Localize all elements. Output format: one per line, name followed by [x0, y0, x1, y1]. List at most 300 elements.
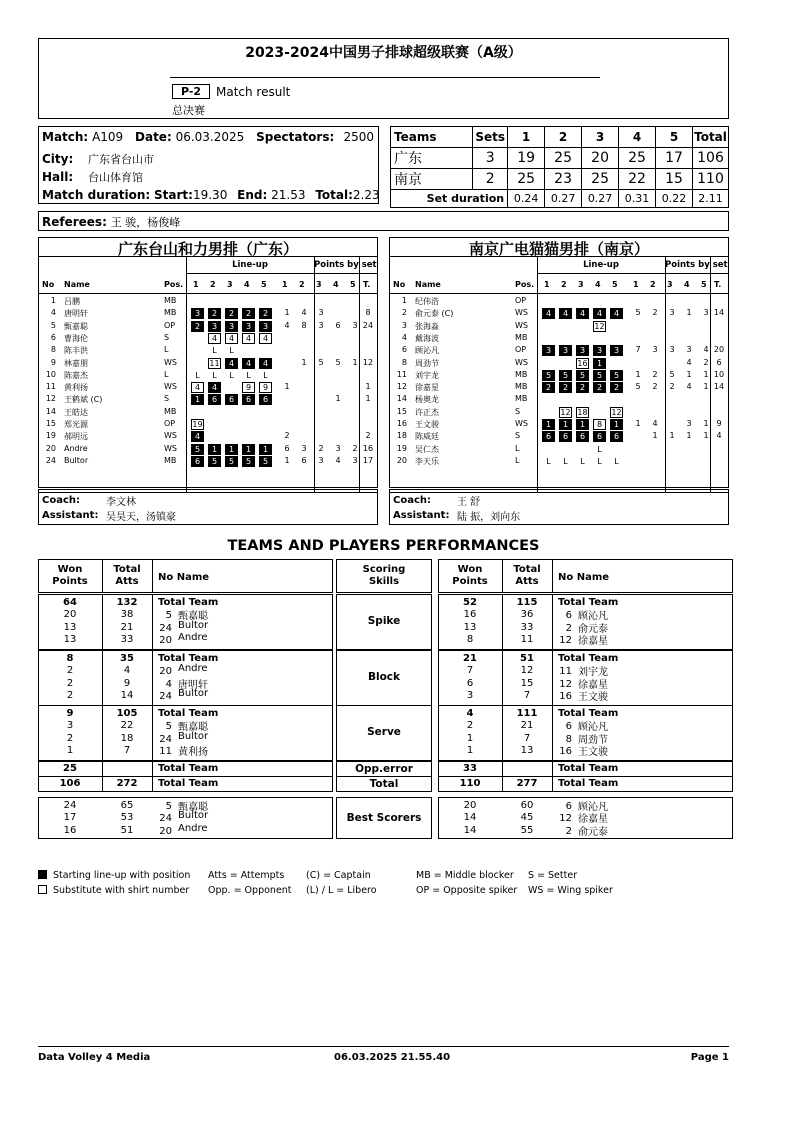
player-name: Andre	[178, 663, 208, 675]
roster-col-divider	[186, 256, 187, 492]
points-cell: 3	[335, 443, 341, 453]
points-cell: 4	[301, 308, 307, 318]
player-position: L	[515, 455, 520, 465]
total-team-label: Total Team	[558, 708, 619, 719]
lineup-cell: 3	[242, 321, 255, 332]
total-atts: 33	[120, 633, 134, 645]
lineup-cell: L	[546, 456, 551, 466]
lineup-label: Line-up	[583, 260, 619, 270]
col-header-lineup-set: 3	[227, 280, 233, 289]
player-name: 陈嘉杰	[64, 370, 88, 380]
total-atts: 33	[520, 621, 534, 633]
perf-col-divider	[552, 761, 553, 777]
col-header-points-set: 2	[650, 280, 656, 289]
total-team-label: Total Team	[158, 708, 219, 719]
referees-names: 王 骏，杨俊峰	[110, 216, 181, 229]
lineup-cell: 12	[560, 407, 571, 417]
score-set3: 25	[582, 169, 619, 190]
lineup-cell: 4	[242, 333, 255, 344]
legend-opp: Opp. = Opponent	[208, 885, 292, 896]
legend-captain: (C) = Captain	[306, 870, 371, 881]
total-atts: 277	[516, 778, 538, 789]
score-set4: 22	[619, 169, 656, 190]
player-position: MB	[164, 308, 177, 318]
legend-substitute-text: Substitute with shirt number	[53, 885, 190, 896]
points-cell: 3	[352, 320, 358, 330]
lineup-cell: 2	[542, 382, 555, 393]
col-header-points-set: 5	[350, 280, 356, 289]
points-cell: 4	[686, 382, 692, 392]
won-points: 3	[466, 689, 474, 701]
total-atts: 60	[520, 800, 534, 811]
col-header-lineup-set: 5	[612, 280, 618, 289]
player-total: 20	[713, 345, 725, 355]
player-position: WS	[515, 357, 528, 367]
player-name: 杨奥龙	[415, 395, 439, 405]
lineup-cell: 2	[610, 382, 623, 393]
player-name: 郑光源	[64, 420, 88, 429]
lineup-cell: 4	[208, 333, 221, 344]
lineup-cell: 3	[593, 345, 606, 356]
player-name: 纪伟浩	[415, 297, 439, 306]
lineup-cell: 3	[259, 321, 272, 332]
assistant-names: 吴昊天，汤镇豪	[106, 512, 176, 523]
player-total: 6	[716, 357, 722, 367]
player-name: Andre	[64, 443, 88, 453]
score-header-set4: 4	[619, 127, 656, 148]
match-label: Match:	[42, 130, 89, 144]
player-position: MB	[515, 369, 528, 379]
player-position: OP	[164, 419, 176, 428]
total-row-label: Total	[369, 778, 399, 790]
match-info	[42, 130, 334, 144]
score-set1: 19	[508, 148, 545, 169]
points-cell: 2	[703, 357, 709, 367]
start-value: 19.30	[192, 188, 228, 202]
col-header-points-set: 1	[282, 280, 288, 289]
points-cell: 8	[301, 320, 307, 330]
lineup-cell: 2	[225, 308, 238, 319]
duration-row	[42, 188, 380, 202]
won-points: 13	[63, 633, 77, 645]
player-position: MB	[515, 382, 528, 392]
score-header-sets: Sets	[473, 127, 508, 148]
total-atts: 132	[116, 597, 138, 608]
opp-error-row-label: Opp.error	[355, 763, 413, 775]
lineup-cell: 4	[191, 382, 204, 393]
player-name: 张海淼	[415, 321, 439, 331]
lineup-cell: 1	[610, 419, 623, 430]
total-atts: 38	[120, 609, 134, 621]
won-points: 4	[466, 708, 474, 719]
legend-starting-text: Starting line-up with position	[53, 870, 191, 881]
points-cell: 1	[335, 394, 341, 404]
roster-col-divider	[314, 256, 315, 492]
lineup-cell: 4	[542, 308, 555, 319]
points-cell: 1	[686, 369, 692, 379]
score-set3: 20	[582, 148, 619, 169]
won-points: 2	[66, 665, 74, 677]
col-header-pos: Pos.	[164, 280, 184, 289]
lineup-cell: 1	[191, 394, 204, 405]
start-label: Start:	[154, 188, 193, 202]
lineup-cell: 6	[610, 431, 623, 442]
lineup-cell: 2	[576, 382, 589, 393]
end-value: 21.53	[271, 188, 306, 202]
total-atts: 272	[116, 778, 138, 789]
player-name: 顾沁凡	[415, 346, 439, 356]
col-header-lineup-set: 2	[561, 280, 567, 289]
score-header-set5: 5	[656, 127, 693, 148]
player-name: 徐嘉星	[415, 383, 439, 393]
col-header-points-set: 1	[633, 280, 639, 289]
legend-ws: WS = Wing spiker	[528, 885, 613, 896]
won-points: 16	[463, 609, 477, 621]
points-cell: 5	[318, 357, 324, 367]
col-header-name: Name	[64, 280, 90, 289]
total-atts: 53	[120, 812, 134, 824]
points-cell: 1	[635, 419, 641, 428]
total-team-label: Total Team	[558, 653, 619, 664]
lineup-cell: 5	[242, 456, 255, 467]
skill-name: Block	[367, 671, 401, 683]
points-cell: 1	[703, 419, 709, 428]
roster-divider	[38, 293, 378, 294]
player-shirt-number: 20	[159, 825, 172, 837]
player-number: 8	[401, 357, 407, 367]
total-atts: 7	[123, 744, 131, 756]
lineup-cell: 1	[242, 444, 255, 455]
player-name: 顾沁凡	[578, 611, 608, 623]
player-position: WS	[164, 431, 177, 441]
player-name: Bultor	[178, 810, 209, 822]
lineup-cell: 3	[576, 345, 589, 356]
points-cell: 2	[318, 443, 324, 453]
perf-col-divider	[552, 559, 553, 593]
score-header-teams: Teams	[391, 127, 473, 148]
total-atts: 7	[523, 732, 531, 744]
lineup-cell: 4	[576, 308, 589, 319]
perf-col-divider	[152, 559, 153, 593]
roster-divider	[537, 273, 729, 274]
lineup-cell: 2	[593, 382, 606, 393]
lineup-cell: 2	[259, 308, 272, 319]
lineup-cell: L	[229, 370, 234, 380]
points-cell: 4	[284, 320, 290, 330]
col-header-lineup-set: 1	[544, 280, 550, 289]
total-team-label: Total Team	[158, 653, 219, 664]
player-number: 8	[50, 345, 56, 355]
perf-col-divider	[152, 761, 153, 777]
footer-center: 06.03.2025 21.55.40	[334, 1052, 451, 1063]
points-cell: 3	[318, 308, 324, 318]
filled-square-icon	[38, 870, 47, 879]
team-name: 南京广电猫猫男排（南京）	[468, 240, 649, 258]
points-label: Points by set	[314, 260, 377, 270]
player-shirt-number: 2	[565, 622, 572, 634]
player-number: 15	[45, 419, 56, 428]
player-number: 4	[50, 308, 56, 318]
won-points: 16	[63, 824, 77, 836]
lineup-cell: 6	[576, 431, 589, 442]
lineup-cell: 2	[559, 382, 572, 393]
won-points: 20	[63, 609, 77, 621]
player-position: WS	[515, 320, 528, 330]
player-total: 1	[365, 394, 371, 404]
lineup-cell: 6	[225, 394, 238, 405]
total-atts: 18	[120, 732, 134, 744]
player-total: 16	[362, 443, 374, 453]
points-cell: 3	[318, 320, 324, 330]
player-shirt-number: 12	[559, 634, 572, 646]
score-header-total: Total	[693, 127, 729, 148]
player-number: 11	[396, 369, 407, 379]
player-name: 陈丰洪	[64, 346, 88, 356]
total-atts: 7	[523, 689, 531, 701]
player-name: Bultor	[178, 730, 209, 742]
won-points: 1	[466, 732, 474, 744]
lineup-cell: 6	[259, 394, 272, 405]
score-total: 110	[693, 169, 729, 190]
player-shirt-number: 4	[165, 678, 172, 690]
total-team-label: Total Team	[558, 763, 619, 774]
legend-s: S = Setter	[528, 870, 578, 881]
total-atts: 51	[520, 653, 534, 664]
points-cell: 4	[703, 345, 709, 355]
spectators-label: Spectators:	[256, 130, 335, 144]
player-position: WS	[164, 357, 177, 367]
points-cell: 1	[686, 431, 692, 441]
points-cell: 3	[703, 308, 709, 318]
won-points: 14	[463, 812, 477, 824]
col-header-points-set: 3	[316, 280, 322, 289]
player-name: 林嘉朋	[64, 358, 88, 368]
lineup-cell: 6	[242, 394, 255, 405]
lineup-cell: 8	[593, 419, 606, 430]
col-header-name: Name	[415, 280, 441, 289]
total-atts: 36	[520, 609, 534, 621]
lineup-cell: 2	[208, 308, 221, 319]
player-total: 4	[716, 431, 722, 441]
total-team-label: Total Team	[558, 597, 619, 608]
lineup-cell: 5	[576, 370, 589, 381]
won-points: 24	[63, 800, 77, 811]
score-set2: 25	[545, 148, 582, 169]
points-cell: 3	[652, 345, 658, 355]
points-cell: 3	[318, 455, 324, 465]
player-shirt-number: 20	[159, 666, 172, 678]
page-title: 2023-2024中国男子排球超级联赛（A级）	[245, 45, 522, 61]
player-name: 俞元泰	[578, 826, 608, 838]
total-atts: 111	[516, 708, 538, 719]
points-cell: 2	[652, 308, 658, 318]
points-label: Points by set	[665, 260, 728, 270]
footer-divider	[38, 1046, 729, 1047]
player-name: 徐嘉星	[578, 635, 608, 647]
player-name: 郝明远	[64, 432, 88, 442]
player-number: 5	[50, 320, 56, 330]
won-points: 3	[66, 720, 74, 732]
total-atts: 115	[516, 597, 538, 608]
points-cell: 1	[284, 455, 290, 465]
total-atts: 12	[520, 665, 534, 677]
won-points: 9	[66, 708, 74, 719]
player-number: 24	[45, 455, 56, 465]
player-name: 吴仁杰	[415, 444, 439, 454]
match-date: 06.03.2025	[175, 130, 245, 144]
player-position: OP	[515, 296, 527, 305]
total-label: Total:	[315, 188, 353, 202]
col-header-lineup-set: 4	[595, 280, 601, 289]
lineup-label: Line-up	[232, 260, 268, 270]
points-cell: 2	[352, 443, 358, 453]
player-position: L	[164, 345, 169, 355]
player-name: 甄嘉聪	[178, 611, 208, 623]
player-name: 许正杰	[415, 407, 439, 417]
perf-col-divider	[152, 650, 153, 705]
lineup-cell: 4	[225, 358, 238, 369]
lineup-cell: L	[195, 370, 200, 380]
player-total: 17	[362, 455, 374, 465]
player-position: S	[515, 431, 521, 441]
points-cell: 1	[686, 308, 692, 318]
player-position: L	[515, 443, 520, 453]
col-header-total: T.	[714, 280, 722, 289]
total-atts: 21	[520, 720, 534, 732]
player-name: Bultor	[178, 687, 209, 699]
player-name: 李天乐	[415, 456, 439, 466]
col-header-total: T.	[363, 280, 371, 289]
legend-substitute	[38, 885, 189, 896]
player-name: 戴海波	[415, 333, 439, 343]
lineup-cell: 12	[611, 407, 622, 417]
player-position: S	[164, 332, 170, 342]
score-set2: 23	[545, 169, 582, 190]
col-header-pos: Pos.	[515, 280, 535, 289]
player-number: 6	[50, 332, 56, 342]
lineup-cell: 5	[191, 444, 204, 455]
perf-col-divider	[102, 761, 103, 777]
player-name: 吕鹏	[64, 297, 80, 306]
footer-left: Data Volley 4 Media	[38, 1052, 151, 1063]
doc-code: P-2	[172, 84, 210, 99]
won-points: 1	[66, 744, 74, 756]
team-name: 广东台山和力男排（广东）	[117, 240, 298, 258]
points-cell: 2	[669, 382, 675, 392]
lineup-cell: L	[580, 456, 585, 466]
legend-mb: MB = Middle blocker	[416, 870, 514, 881]
legend-atts: Atts = Attempts	[208, 870, 285, 881]
spectators-value: 2500	[343, 130, 374, 144]
player-number: 14	[45, 406, 56, 416]
player-number: 18	[396, 431, 407, 441]
lineup-cell: 4	[225, 333, 238, 344]
city-value: 广东省台山市	[88, 153, 154, 166]
player-name: Bultor	[64, 455, 89, 465]
assistant-label: Assistant:	[393, 510, 450, 521]
header-total-atts: Total Atts	[513, 564, 541, 587]
won-points: 110	[459, 778, 481, 789]
points-cell: 6	[335, 320, 341, 330]
lineup-cell: 6	[593, 431, 606, 442]
player-name: Andre	[178, 822, 208, 834]
won-points: 17	[63, 812, 77, 824]
points-cell: 5	[635, 382, 641, 392]
points-cell: 3	[686, 345, 692, 355]
player-name: 顾沁凡	[578, 722, 608, 734]
player-shirt-number: 16	[559, 690, 572, 702]
won-points: 13	[463, 621, 477, 633]
lineup-cell: 6	[191, 456, 204, 467]
points-cell: 1	[284, 382, 290, 392]
player-shirt-number: 24	[159, 622, 172, 634]
coach-name: 王 舒	[457, 497, 481, 508]
skill-name: Spike	[367, 615, 401, 627]
won-points: 1	[466, 744, 474, 756]
score-sets: 2	[473, 169, 508, 190]
won-points: 21	[463, 653, 477, 664]
empty-square-icon	[38, 885, 47, 894]
lineup-cell: 1	[559, 419, 572, 430]
lineup-cell: 2	[191, 321, 204, 332]
won-points: 2	[466, 720, 474, 732]
date-label: Date:	[135, 130, 172, 144]
player-position: L	[164, 369, 169, 379]
col-header-points-set: 5	[701, 280, 707, 289]
won-points: 33	[463, 763, 477, 774]
points-cell: 3	[301, 443, 307, 453]
lineup-cell: 5	[559, 370, 572, 381]
total-atts: 13	[520, 744, 534, 756]
points-cell: 2	[652, 369, 658, 379]
player-number: 1	[50, 296, 56, 305]
total-atts: 55	[520, 824, 534, 836]
legend-libero: (L) / L = Libero	[306, 885, 377, 896]
total-team-label: Total Team	[158, 778, 219, 789]
points-cell: 1	[703, 382, 709, 392]
player-position: MB	[164, 406, 177, 416]
lineup-cell: L	[597, 456, 602, 466]
won-points: 13	[63, 621, 77, 633]
lineup-cell: 4	[259, 358, 272, 369]
player-shirt-number: 8	[565, 733, 572, 745]
player-number: 19	[45, 431, 56, 441]
player-shirt-number: 5	[165, 721, 172, 733]
set-duration: 0.27	[545, 190, 582, 208]
col-header-lineup-set: 3	[578, 280, 584, 289]
player-number: 14	[396, 394, 407, 404]
lineup-cell: 1	[576, 419, 589, 430]
player-name: 甄嘉聪	[178, 802, 208, 813]
set-duration: 0.27	[582, 190, 619, 208]
score-set5: 17	[656, 148, 693, 169]
skill-name: Serve	[367, 726, 401, 738]
roster-divider	[186, 273, 378, 274]
lineup-cell: 3	[225, 321, 238, 332]
lineup-cell: 1	[593, 358, 606, 369]
col-header-lineup-set: 1	[193, 280, 199, 289]
legend-starting	[38, 870, 190, 881]
referees-row	[42, 214, 180, 230]
score-header-set2: 2	[545, 127, 582, 148]
player-position: MB	[164, 455, 177, 465]
player-shirt-number: 24	[159, 813, 172, 825]
performance-title: TEAMS AND PLAYERS PERFORMANCES	[227, 538, 540, 554]
lineup-cell: 6	[542, 431, 555, 442]
player-name: 俞元泰	[578, 623, 608, 635]
roster-col-divider	[665, 256, 666, 492]
player-position: MB	[515, 394, 528, 404]
